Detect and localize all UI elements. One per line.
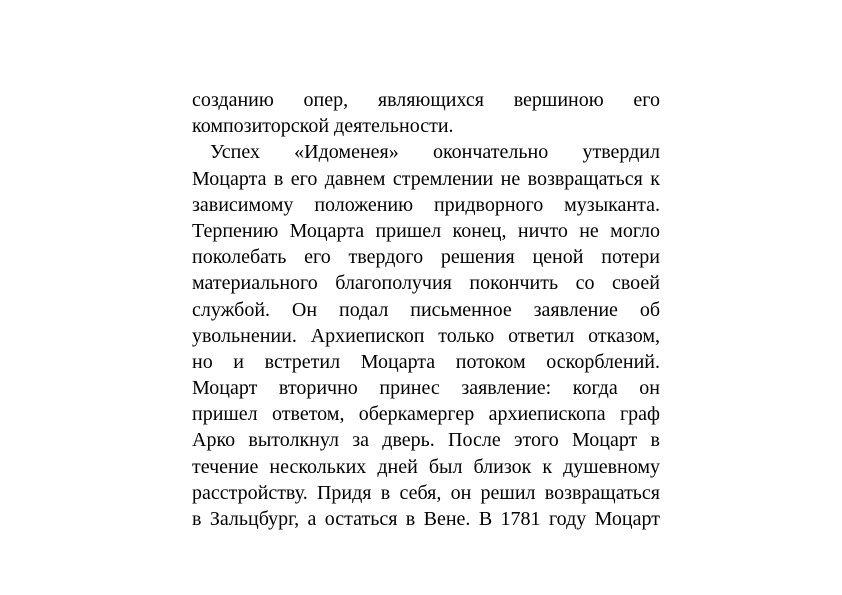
- text-line: в Зальцбург, а остаться в Вене. В 1781 году Моцарт: [192, 508, 660, 530]
- text-line: службой. Он подал письменное заявление об: [192, 298, 660, 321]
- text-line: Успех «Идоменея» окончательно утвердил: [210, 141, 660, 164]
- text-line: пришел ответом, оберкамергер архиепископа граф: [192, 403, 660, 426]
- text-line: композиторской деятельности.: [192, 115, 454, 138]
- text-line: Моцарт вторично принес заявление: когда он: [192, 377, 660, 400]
- text-line: поколебать его твердого решения ценой потери: [192, 246, 660, 269]
- text-line: течение нескольких дней был близок к душевному: [192, 455, 660, 478]
- text-line: Арко вытолкнул за дверь. После этого Моцарт в: [192, 429, 660, 452]
- text-line: созданию опер, являющихся вершиною его: [192, 89, 660, 111]
- text-line: расстройству. Придя в себя, он решил возвращаться: [192, 481, 660, 504]
- text-line: увольнении. Архиепископ только ответил отказом,: [192, 324, 660, 347]
- text-line: Терпению Моцарта пришел конец, ничто не могло: [192, 219, 660, 242]
- text-line: материального благополучия покончить со своей: [192, 272, 660, 295]
- body-text: [192, 87, 660, 532]
- text-line: но и встретил Моцарта потоком оскорблений.: [192, 350, 660, 373]
- text-line: Моцарта в его давнем стремлении не возвращаться к: [192, 167, 660, 190]
- text-line: зависимому положению придворного музыканта.: [192, 193, 660, 216]
